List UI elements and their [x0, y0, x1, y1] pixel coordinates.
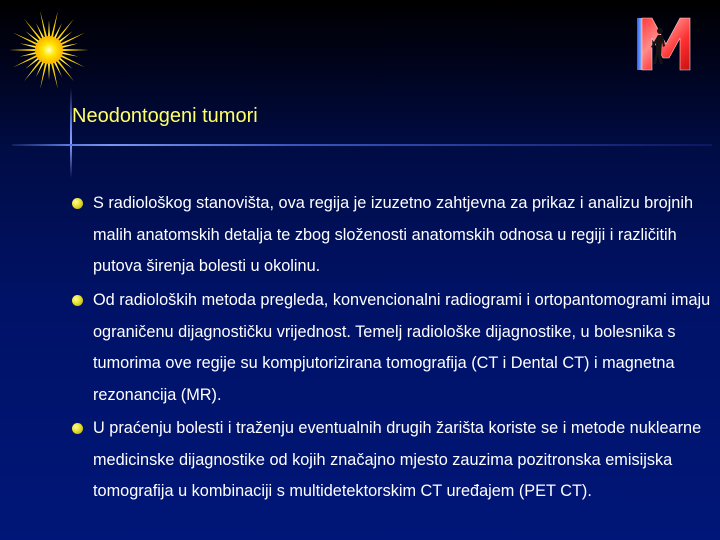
m-figure-logo-icon	[636, 14, 696, 72]
slide-title: Neodontogeni tumori	[72, 105, 258, 127]
bullet-dot-icon	[72, 295, 83, 306]
bullet-dot-icon	[72, 423, 83, 434]
sun-icon	[2, 8, 102, 88]
bullet-dot-icon	[72, 198, 83, 209]
bullet-text: Od radioloških metoda pregleda, konvencionalni radiogrami i ortopantomogrami imaju ograničenu dijagnostičku vrijednost. Temelj radiološke dijagnostike, u bolesnika s tumorima ove regije su kompjutorizirana tomografija (CT i Dental CT) i magnetna rezonancija (MR).	[93, 291, 711, 404]
vertical-accent-line	[70, 88, 72, 178]
title-rule	[12, 144, 712, 146]
bullet-text: S radiološkog stanovišta, ova regija je izuzetno zahtjevna za prikaz i analizu brojnih malih anatomskih detalja te zbog složenosti anatomskih odnosa u regiji i različitih putova širenja bolesti u okolinu.	[93, 194, 694, 275]
bullet-text: U praćenju bolesti i traženju eventualnih drugih žarišta koriste se i metode nuklearne medicinske dijagnostike od kojih značajno mjesto zauzima pozitronska emisijska tomografija u kombinaciji s multidetektorskim CT uređajem (PET CT).	[93, 419, 702, 500]
